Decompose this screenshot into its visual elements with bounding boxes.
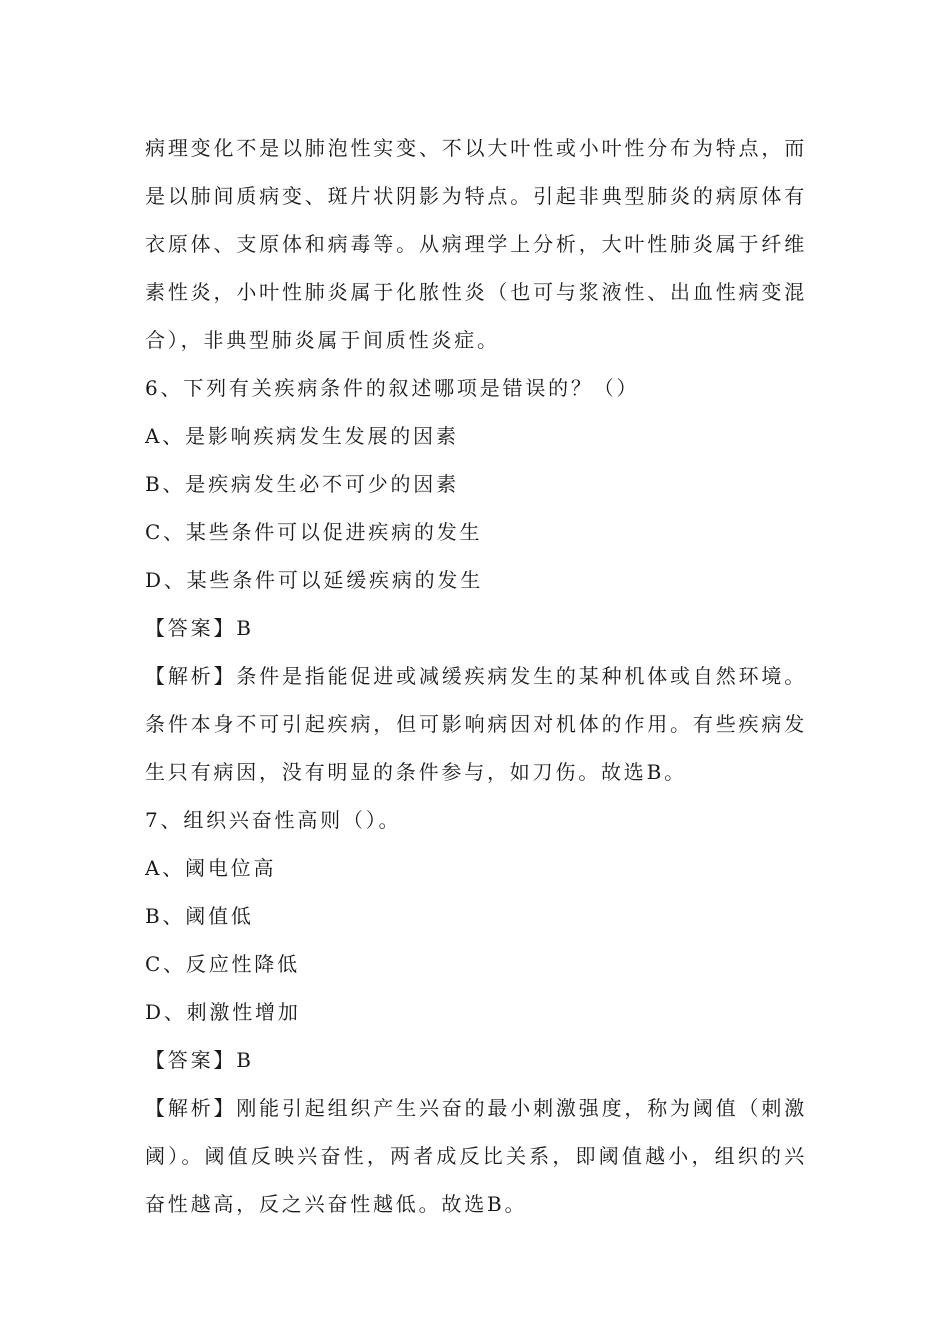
- option-c: C、某些条件可以促进疾病的发生: [145, 520, 483, 544]
- option-b: B、阈值低: [145, 904, 254, 928]
- document-content: [145, 124, 807, 1228]
- question-stem: 6、下列有关疾病条件的叙述哪项是错误的？（）: [145, 376, 640, 400]
- explanation-paragraph: 【解析】刚能引起组织产生兴奋的最小刺激强度，称为阈值（刺激阈）。阈值反映兴奋性，两者成反比关系，即阈值越小，组织的兴奋性越高，反之兴奋性越低。故选B。: [145, 1096, 807, 1216]
- option-d: D、刺激性增加: [145, 1000, 301, 1024]
- option-a: A、阈电位高: [145, 856, 277, 880]
- explanation-paragraph: 【解析】条件是指能促进或减缓疾病发生的某种机体或自然环境。条件本身不可引起疾病，但可影响病因对机体的作用。有些疾病发生只有病因，没有明显的条件参与，如刀伤。故选B。: [145, 664, 807, 784]
- option-a: A、是影响疾病发生发展的因素: [145, 424, 459, 448]
- answer-line: 【答案】B: [145, 1048, 254, 1072]
- answer-line: 【答案】B: [145, 616, 254, 640]
- option-c: C、反应性降低: [145, 952, 300, 976]
- option-b: B、是疾病发生必不可少的因素: [145, 472, 459, 496]
- option-d: D、某些条件可以延缓疾病的发生: [145, 568, 484, 592]
- intro-paragraph: 病理变化不是以肺泡性实变、不以大叶性或小叶性分布为特点，而是以肺间质病变、斑片状阴影为特点。引起非典型肺炎的病原体有衣原体、支原体和病毒等。从病理学上分析，大叶性肺炎属于纤维素性炎，小叶性肺炎属于化脓性炎（也可与浆液性、出血性病变混合），非典型肺炎属于间质性炎症。: [145, 136, 807, 352]
- question-stem: 7、组织兴奋性高则（）。: [145, 808, 402, 832]
